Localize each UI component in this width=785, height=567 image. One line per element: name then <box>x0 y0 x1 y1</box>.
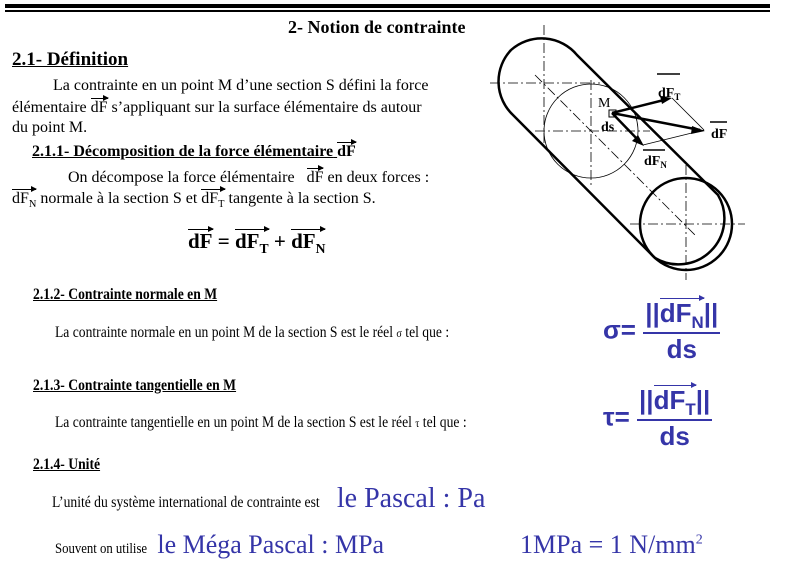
subsection-heading: 2.1.2- Contrainte normale en M <box>33 286 218 303</box>
text: normale à la section S et <box>40 190 198 207</box>
vector-dF: dF <box>188 229 213 253</box>
label-dF: dF <box>711 127 728 142</box>
text: en deux forces : <box>327 169 430 186</box>
subsection-heading: 2.1.3- Contrainte tangentielle en M <box>33 377 237 394</box>
vector-dFT: $dF_T$ <box>234 229 269 257</box>
subsection-heading <box>32 142 356 161</box>
text: 2.1.1- Décomposition de la force élémentaire <box>32 143 334 160</box>
vector-dFN: $dF_N$ <box>291 229 326 257</box>
label-M: M <box>598 96 611 111</box>
paragraph-line: du point M. <box>12 119 88 136</box>
label-ds: ds <box>601 120 615 135</box>
paragraph-line: La contrainte en un point M d’une section S défini la force <box>53 77 429 94</box>
paragraph-line <box>12 189 376 211</box>
equation: dF = $dF_T + dF_N$ <box>188 229 326 257</box>
vector-dF: dF <box>337 143 356 160</box>
text: tangente à la section S. <box>228 190 376 207</box>
subsection-heading: 2.1.4- Unité <box>33 456 101 473</box>
cylinder-diagram <box>480 20 785 300</box>
label-dFT: $dF_T$ <box>658 86 681 102</box>
paragraph-line <box>68 168 429 187</box>
top-rule <box>5 4 770 8</box>
top-rule-thin <box>5 10 770 12</box>
unit-line: Souvent on utilise le Méga Pascal : MPa <box>55 530 385 559</box>
vector-dFT: $dF_T$ <box>201 190 225 211</box>
paragraph-line <box>12 98 422 117</box>
paragraph-line: La contrainte tangentielle en un point M de la section S est le réel τ tel que : <box>55 414 467 431</box>
text: élémentaire <box>12 99 87 116</box>
vector-dF: dF <box>306 169 324 186</box>
vector-dF: dF <box>90 99 108 116</box>
section-heading: 2.1- Définition <box>12 49 129 70</box>
conversion: 1MPa = 1 $N/mm^2$ <box>520 530 703 559</box>
text: s’appliquant sur la surface élémentaire ds autour <box>111 99 422 116</box>
sigma-formula: σ= $\frac{||dF_N||}{ds}$ <box>603 298 719 365</box>
unit-line: L’unité du système international de contrainte est le Pascal : Pa <box>52 483 486 514</box>
tau-formula: τ= $\frac{||dF_T||}{ds}$ <box>603 385 711 452</box>
page-title: 2- Notion de contrainte <box>288 17 466 37</box>
text: On décompose la force élémentaire <box>68 169 295 186</box>
paragraph-line: La contrainte normale en un point M de la section S est le réel σ tel que : <box>55 324 450 341</box>
label-dFN: $dF_N$ <box>644 154 667 170</box>
vector-dFN: $dF_N$ <box>12 190 37 211</box>
